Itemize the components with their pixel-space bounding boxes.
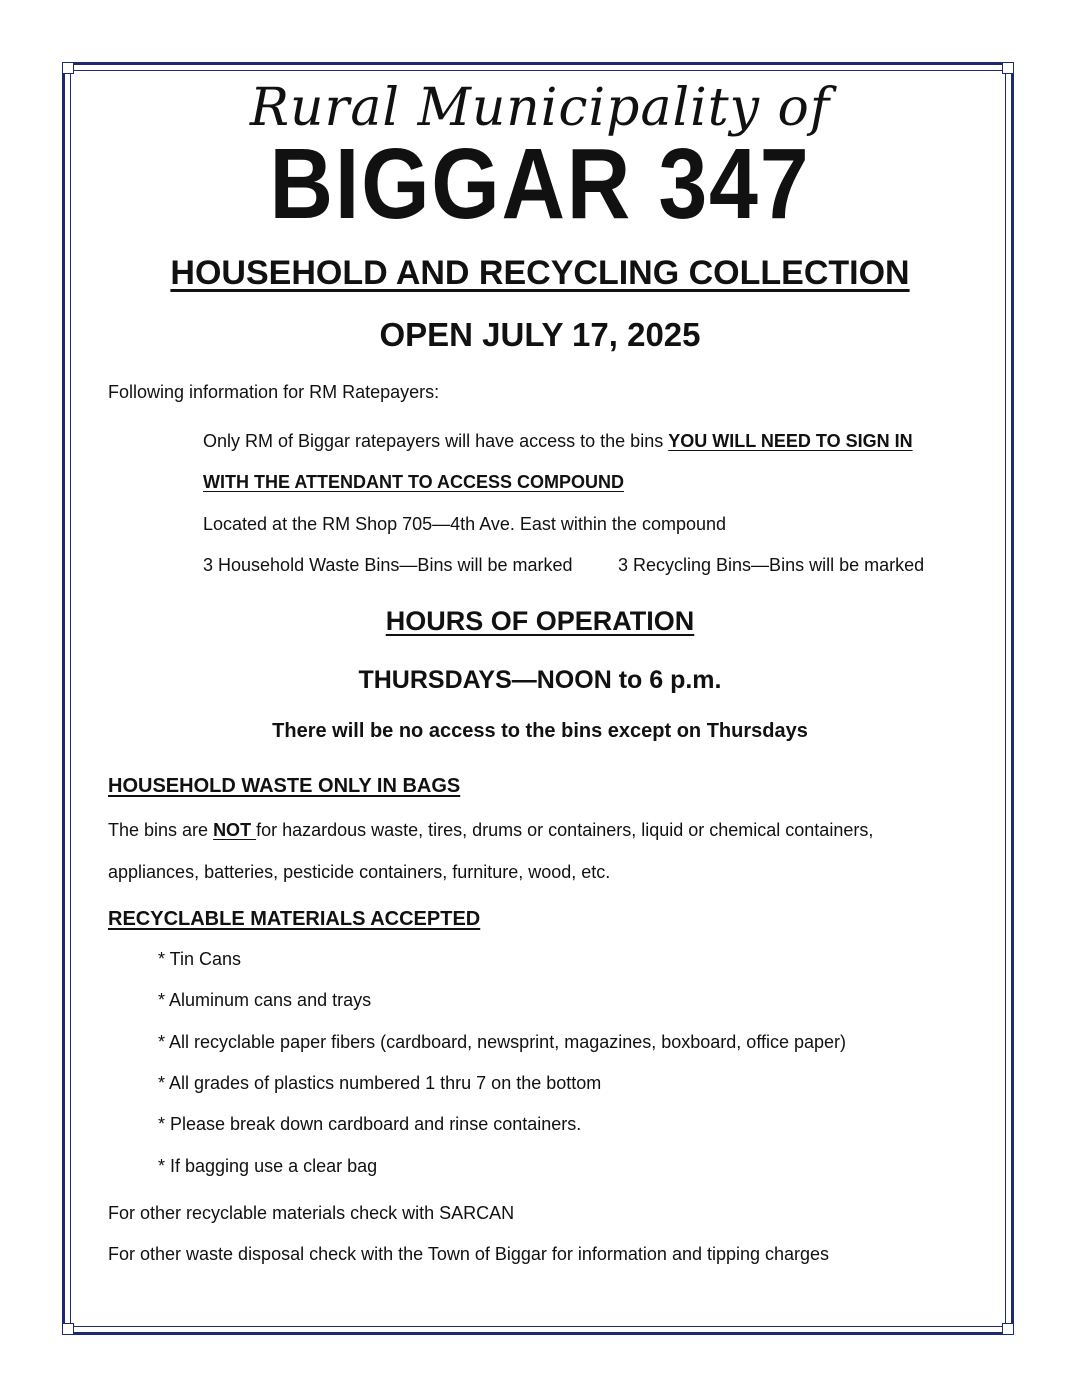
footer-town: For other waste disposal check with the Town of Biggar for information and tipping charges — [108, 1244, 830, 1264]
access-line-2: WITH THE ATTENDANT TO ACCESS COMPOUND — [203, 472, 624, 492]
household-waste-not: NOT — [213, 820, 257, 840]
access-line-1-plain: Only RM of Biggar ratepayers will have access to the bins — [203, 431, 669, 451]
hours-schedule: THURSDAYS—NOON to 6 p.m. — [358, 666, 722, 694]
household-waste-line-1-a: The bins are — [108, 820, 214, 840]
bins-recycling-text: 3 Recycling Bins—Bins will be marked — [618, 555, 925, 575]
recyclable-item: * All grades of plastics numbered 1 thru 7 on the bottom — [158, 1073, 602, 1093]
recyclable-item: * Please break down cardboard and rinse containers. — [158, 1114, 582, 1134]
open-date: OPEN JULY 17, 2025 — [379, 316, 701, 353]
bins-household-text: 3 Household Waste Bins—Bins will be marked — [203, 555, 573, 575]
recyclable-item: * If bagging use a clear bag — [158, 1156, 378, 1176]
hours-note: There will be no access to the bins except on Thursdays — [272, 720, 808, 742]
hours-heading: HOURS OF OPERATION — [385, 606, 695, 636]
logo-script-line: Rural Municipality of — [249, 78, 831, 138]
recyclable-item: * Aluminum cans and trays — [158, 990, 372, 1010]
border-corner-bottom-left — [62, 1323, 74, 1335]
logo-big-line: BIGGAR 347 — [269, 128, 811, 240]
intro-text: Following information for RM Ratepayers: — [108, 382, 440, 402]
household-waste-line-1-b: for hazardous waste, tires, drums or containers, liquid or chemical containers, — [256, 820, 874, 840]
border-corner-top-right — [1002, 62, 1014, 74]
border-corner-top-left — [62, 62, 74, 74]
household-waste-line-2: appliances, batteries, pesticide containers, furniture, wood, etc. — [108, 862, 611, 882]
page-title: HOUSEHOLD AND RECYCLING COLLECTION — [170, 254, 910, 292]
household-waste-heading: HOUSEHOLD WASTE ONLY IN BAGS — [108, 775, 461, 797]
recyclable-item: * All recyclable paper fibers (cardboard, newsprint, magazines, boxboard, office paper) — [158, 1032, 847, 1052]
recyclables-heading: RECYCLABLE MATERIALS ACCEPTED — [108, 908, 481, 930]
recyclable-item: * Tin Cans — [158, 949, 242, 969]
access-line-1-bold: YOU WILL NEED TO SIGN IN — [668, 431, 913, 451]
border-corner-bottom-right — [1002, 1323, 1014, 1335]
household-waste-line-1 — [108, 820, 873, 841]
location-text: Located at the RM Shop 705—4th Ave. East within the compound — [203, 514, 727, 534]
footer-sarcan: For other recyclable materials check with SARCAN — [108, 1203, 515, 1223]
access-line-1 — [203, 431, 913, 452]
